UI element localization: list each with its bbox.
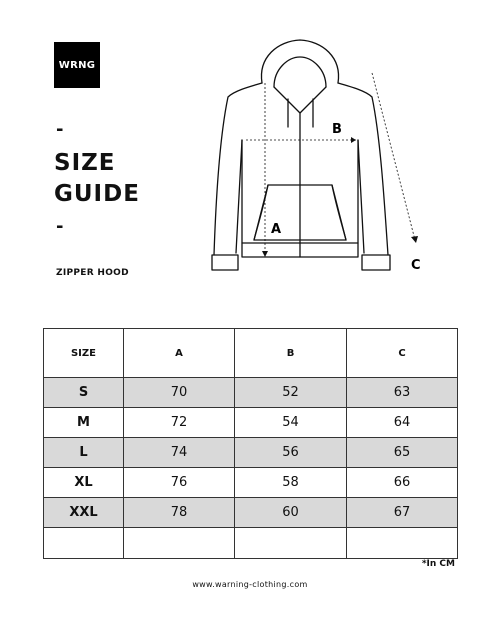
value-a-cell: 74 (124, 438, 235, 468)
title-line-2: GUIDE (54, 181, 140, 207)
value-c-cell: 66 (347, 468, 458, 498)
value-b-cell: 52 (235, 378, 347, 408)
value-a-cell: 72 (124, 408, 235, 438)
table-row (44, 438, 458, 468)
empty-cell (347, 528, 458, 559)
website-footer: www.warning-clothing.com (192, 580, 308, 589)
measure-label-b: B (332, 122, 342, 137)
size-cell: M (44, 408, 124, 438)
value-a-cell: 76 (124, 468, 235, 498)
value-c-cell: 63 (347, 378, 458, 408)
table-row (44, 498, 458, 528)
size-cell: XXL (44, 498, 124, 528)
table-row-empty (44, 528, 458, 559)
brand-logo: WRNG (54, 42, 100, 88)
empty-cell (44, 528, 124, 559)
table-row (44, 378, 458, 408)
value-c-cell: 64 (347, 408, 458, 438)
table-row (44, 468, 458, 498)
size-table (43, 328, 458, 559)
measure-label-c: C (411, 258, 421, 273)
table-row (44, 408, 458, 438)
header-b: B (235, 329, 347, 378)
empty-cell (235, 528, 347, 559)
page-title (54, 148, 140, 210)
hoodie-diagram (200, 35, 440, 285)
value-c-cell: 65 (347, 438, 458, 468)
measure-label-a: A (271, 222, 282, 237)
value-b-cell: 58 (235, 468, 347, 498)
empty-cell (124, 528, 235, 559)
size-cell: L (44, 438, 124, 468)
header-size: SIZE (44, 329, 124, 378)
table-header-row (44, 329, 458, 378)
size-cell: S (44, 378, 124, 408)
value-c-cell: 67 (347, 498, 458, 528)
header-a: A (124, 329, 235, 378)
size-cell: XL (44, 468, 124, 498)
value-a-cell: 78 (124, 498, 235, 528)
decor-dash-top: - (56, 119, 64, 140)
decor-dash-bottom: - (56, 216, 64, 237)
title-line-1: SIZE (54, 150, 116, 176)
value-b-cell: 54 (235, 408, 347, 438)
product-subtitle: ZIPPER HOOD (56, 268, 129, 278)
value-a-cell: 70 (124, 378, 235, 408)
value-b-cell: 60 (235, 498, 347, 528)
unit-note: *In CM (421, 559, 455, 569)
header-c: C (347, 329, 458, 378)
value-b-cell: 56 (235, 438, 347, 468)
